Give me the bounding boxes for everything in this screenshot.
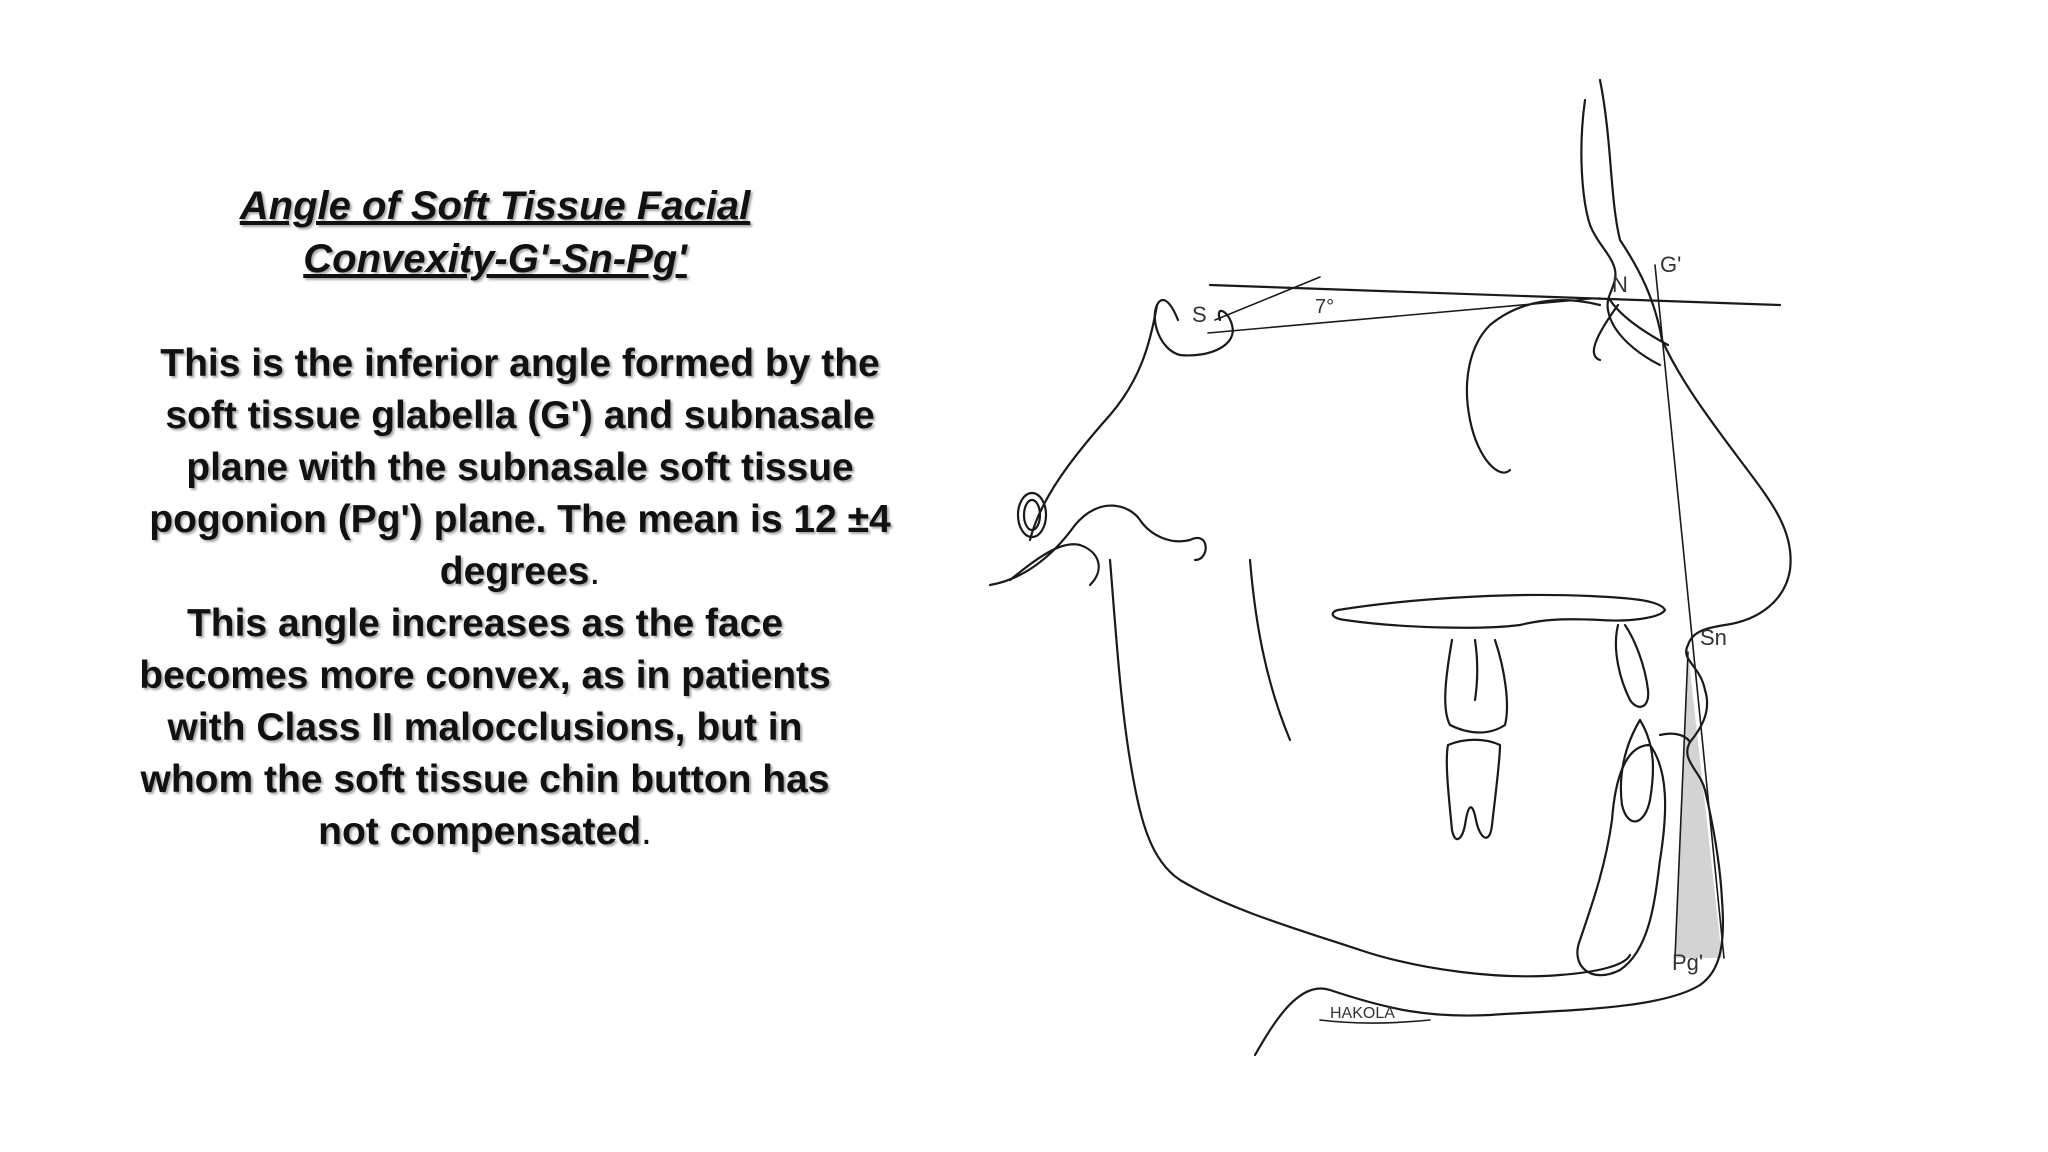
label-pg-prime: Pg' [1672,950,1704,975]
label-sn: Sn [1700,625,1727,650]
lower-molar [1447,740,1500,839]
clinical-note-paragraph [120,598,910,858]
label-s: S [1192,302,1207,327]
definition-period: . [589,550,601,593]
ramus-inner [1250,560,1290,740]
tracing-svg [980,60,1860,1080]
slide-title: Angle of Soft Tissue Facial Convexity-G'-Sn-Pg' [239,184,751,281]
upper-molar [1445,640,1507,733]
label-signature: HAKOLA [1330,1005,1395,1022]
orbit-outline [1467,300,1600,472]
clinical-note-period: . [641,810,652,853]
label-angle: 7° [1315,296,1335,318]
mastoid-outline [1010,544,1099,585]
definition-paragraph [120,338,910,598]
label-g-prime: G' [1660,252,1682,277]
lower-incisor [1621,720,1653,821]
definition-text: This is the inferior angle formed by the soft tissue glabella (G') and subnasale plane with the subnasale soft tissue pogonion (Pg') plane. The mean is 12 ±4 degrees [149,342,891,593]
s-n-line [1208,298,1600,333]
text-block [120,180,910,858]
nasal-bone [1594,300,1668,360]
label-n: N [1612,272,1628,297]
s-short-line [1215,277,1320,320]
clinical-note-text: This angle increases as the face becomes more convex, as in patients with Class II malocclusions, but in whom the soft tissue chin button has not compensated [139,602,831,853]
palatal-plane [1333,595,1665,628]
sn-reference-line [1210,285,1780,305]
cephalometric-tracing [980,60,1860,1080]
posterior-skull-outline [1030,305,1157,540]
upper-incisor [1616,625,1648,707]
frontal-bone [1581,100,1660,365]
